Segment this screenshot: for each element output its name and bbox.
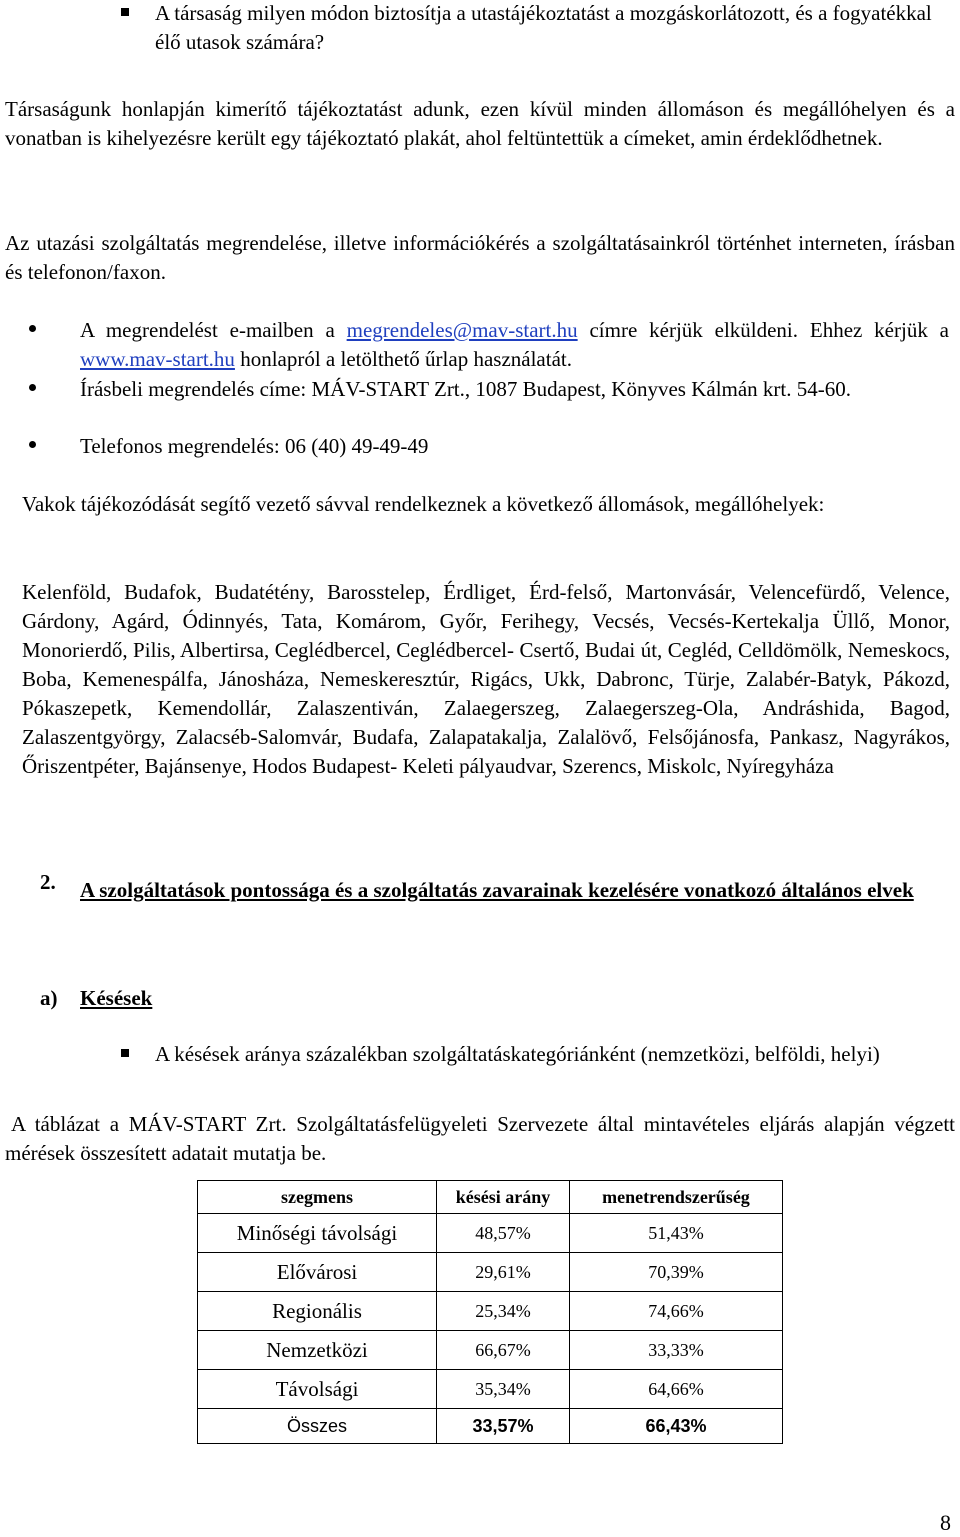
bullet-dot-icon: [29, 384, 36, 391]
paragraph-blind: Vakok tájékozódását segítő vezető sávval rendelkeznek a következő állomások, megállóhelyek:: [22, 492, 825, 516]
table-cell-delay: 25,34%: [437, 1292, 570, 1331]
table-cell-punctuality: 70,39%: [570, 1253, 783, 1292]
table-row: [198, 1331, 783, 1370]
order-email-suffix: honlapról a letölthető űrlap használatát.: [234, 347, 572, 371]
table-cell-delay: 48,57%: [437, 1214, 570, 1253]
order-item-email: [80, 316, 949, 374]
subsection-title: Késések: [80, 986, 153, 1010]
delay-table: [197, 1180, 783, 1444]
order-email-prefix: A megrendelést e-mailben a: [80, 318, 347, 342]
table-intro: A táblázat a MÁV-START Zrt. Szolgáltatásfelügyeleti Szervezete által mintavételes eljárás alapján végzett mérések összesített adatait mutatja be.: [5, 1112, 955, 1165]
table-cell-punctuality: 66,43%: [570, 1409, 783, 1444]
table-row: [198, 1214, 783, 1253]
table-cell-delay: 33,57%: [437, 1409, 570, 1444]
table-cell-segment: Nemzetközi: [198, 1331, 437, 1370]
table-cell-delay: 66,67%: [437, 1331, 570, 1370]
paragraph-info: Társaságunk honlapján kimerítő tájékoztatást adunk, ezen kívül minden állomáson és megállóhelyen és a vonatban is kihelyezésre került egy tájékoztató plakát, ahol feltüntettük a címeket, amin érdeklődhetnek.: [5, 97, 955, 150]
email-link[interactable]: megrendeles@mav-start.hu: [346, 318, 578, 342]
order-email-mid: címre kérjük elküldeni. Ehhez kérjük a: [577, 318, 949, 342]
table-cell-punctuality: 51,43%: [570, 1214, 783, 1253]
table-row: [198, 1253, 783, 1292]
table-cell-segment: Összes: [198, 1409, 437, 1444]
website-link[interactable]: www.mav-start.hu: [80, 347, 235, 371]
table-cell-segment: Minőségi távolsági: [198, 1214, 437, 1253]
paragraph-order: Az utazási szolgáltatás megrendelése, illetve információkérés a szolgáltatásainkról történhet interneten, írásban és telefonon/faxon.: [5, 231, 955, 284]
question-bullet-text: A társaság milyen módon biztosítja a utastájékoztatást a mozgáskorlátozott, és a fogyatékkal élő utasok számára?: [155, 1, 932, 54]
table-row: [198, 1292, 783, 1331]
table-cell-punctuality: 74,66%: [570, 1292, 783, 1331]
section-number: 2.: [40, 870, 56, 894]
page-number: 8: [940, 1510, 951, 1535]
order-item-written: Írásbeli megrendelés címe: MÁV-START Zrt., 1087 Budapest, Könyves Kálmán krt. 54-60.: [80, 377, 852, 401]
table-cell-punctuality: 64,66%: [570, 1370, 783, 1409]
table-cell-segment: Regionális: [198, 1292, 437, 1331]
square-bullet-icon: [121, 8, 129, 16]
subsection-label: a): [40, 986, 58, 1010]
table-header-cell: szegmens: [198, 1181, 437, 1214]
table-cell-segment: Elővárosi: [198, 1253, 437, 1292]
table-total-row: [198, 1409, 783, 1444]
table-cell-delay: 35,34%: [437, 1370, 570, 1409]
bullet-dot-icon: [29, 441, 36, 448]
table-row: [198, 1370, 783, 1409]
stations-list: Kelenföld, Budafok, Budatétény, Barosstelep, Érdliget, Érd-felső, Martonvásár, Velencefürdő, Velence, Gárdony, Agárd, Ódinnyés, Tata, Komárom, Győr, Ferihegy, Vecsés, Vecsés-Kertekalja Üllő, Monor, Monorierdő, Pilis, Albertirsa, Ceglédbercel, Ceglédbercel- Csertő, Budai út, Cegléd, Celldömölk, Nemeskocs, Boba, Kemenespálfa, Jánosháza, Nemeskeresztúr, Rigács, Ukk, Dabronc, Türje, Zalabér-Batyk, Pákozd, Pókaszepetk, Kemendollár, Zalaszentiván, Zalaegerszeg, Zalaegerszeg-Ola, Andráshida, Bagod, Zalaszentgyörgy, Zalacséb-Salomvár, Budafa, Zalapatakalja, Zalalövő, Felsőjánosfa, Pankasz, Nagyrákos, Őriszentpéter, Bajánsenye, Hodos Budapest- Keleti pályaudvar, Szerencs, Miskolc, Nyíregyháza: [22, 580, 950, 778]
table-header-cell: menetrendszerűség: [570, 1181, 783, 1214]
table-cell-punctuality: 33,33%: [570, 1331, 783, 1370]
table-header-row: [198, 1181, 783, 1214]
square-bullet-icon: [121, 1049, 129, 1057]
table-cell-segment: Távolsági: [198, 1370, 437, 1409]
delay-bullet-text: A késések aránya százalékban szolgáltatáskategóriánként (nemzetközi, belföldi, helyi): [155, 1042, 880, 1066]
section-title: A szolgáltatások pontossága és a szolgáltatás zavarainak kezelésére vonatkozó általános elvek: [80, 878, 914, 902]
order-item-phone: Telefonos megrendelés: 06 (40) 49-49-49: [80, 434, 429, 458]
table-header-cell: késési arány: [437, 1181, 570, 1214]
table-cell-delay: 29,61%: [437, 1253, 570, 1292]
bullet-dot-icon: [29, 325, 36, 332]
